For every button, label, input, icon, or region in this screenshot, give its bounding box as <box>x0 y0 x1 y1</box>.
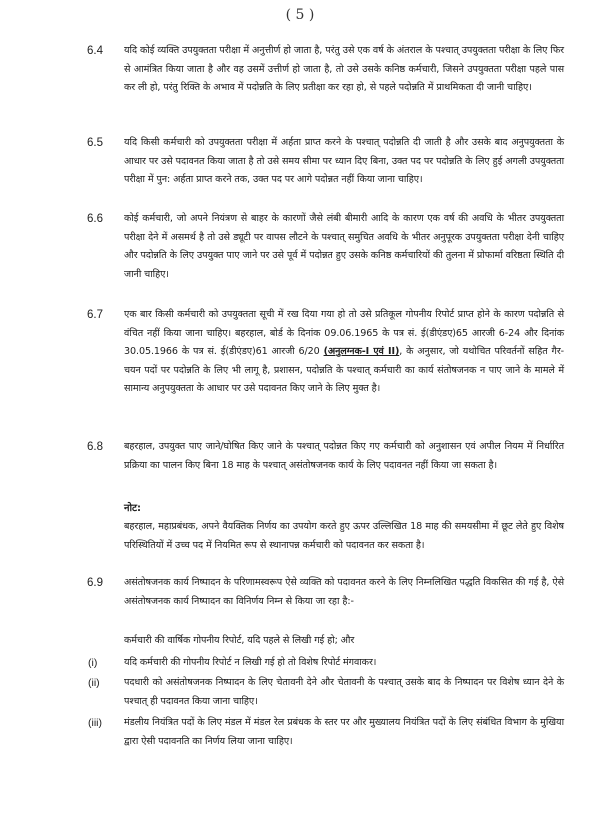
list-item-text: मंडलीय नियंत्रित पदों के लिए मंडल में मंडल रेल प्रबंधक के स्तर पर और मुख्यालय नियंत्रित पदों के लिए संबंधित विभाग के मुखिया द्वारा ऐसी पदावनति का निर्णय लिया जाना चाहिए। <box>124 717 564 747</box>
section-text-part: , के अनुसार, जो यथोचित परिवर्तनों सहित गैर-चयन पदों पर पदोन्नति के लिए भी लागू है, प्रशासन, पदोन्नति के पश्चात् कर्मचारी का कार्य संतोषजनक न पाए जाने के मामले में सामान्य अनुपयुक्तता के आधार पर उसे पदावनत किए जाने के लिए मुक्त है। <box>124 346 565 395</box>
annexure-reference: (अनुलग्नक-I एवं II) <box>323 346 400 358</box>
section-number: 6.9 <box>87 577 103 589</box>
list-intro: कर्मचारी की वार्षिक गोपनीय रिपोर्ट, यदि पहले से लिखी गई हो; और <box>124 635 355 646</box>
section-number: 6.6 <box>87 213 103 225</box>
list-item-number: (ii) <box>88 677 100 689</box>
section-text: बहरहाल, उपयुक्त पाए जाने/घोषित किए जाने के पश्चात् पदोन्नत किए गए कर्मचारी को अनुशासन एवं अपील नियम में निर्धारित प्रक्रिया का पालन किए बिना 18 माह के पश्चात् असंतोषजनक कार्य के लिए पदावनत नहीं किया जा सकता है। <box>124 441 564 471</box>
note-text: बहरहाल, महाप्रबंधक, अपने वैयक्तिक निर्णय का उपयोग करते हुए ऊपर उल्लिखित 18 माह की समयसीमा में छूट लेते हुए विशेष परिस्थितियों में उच्च पद में नियमित रूप से स्थानापन्न कर्मचारी को पदावनत कर सकता है। <box>124 521 564 551</box>
section-text: यदि कोई व्यक्ति उपयुक्तता परीक्षा में अनुत्तीर्ण हो जाता है, परंतु उसे एक वर्ष के अंतराल के पश्चात् उपयुक्तता परीक्षा के लिए फिर से आमंत्रित किया जाता है और वह उसमें उत्तीर्ण हो जाता है, तो उसे उसके कनिष्ठ कर्मचारी, जिसने उपयुक्तता परीक्षा पहले पास कर ली हो, परंतु रिक्ति के अभाव में पदोन्नति के लिए प्रतीक्षा कर रहा हो, से पहले पदोन्नति में प्राथमिकता दी जानी चाहिए। <box>124 45 564 94</box>
section-number: 6.5 <box>87 137 103 149</box>
section-number: 6.4 <box>87 45 103 57</box>
list-item-text: पदधारी को असंतोषजनक निष्पादन के लिए चेतावनी देने और चेतावनी के पश्चात् उसके बाद के निष्पादन पर विशेष ध्यान देने के पश्चात् ही पदावनत किया जाना चाहिए। <box>124 677 564 707</box>
list-item-number: (i) <box>88 657 98 669</box>
section-text: असंतोषजनक कार्य निष्पादन के परिणामस्वरूप ऐसे व्यक्ति को पदावनत करने के लिए निम्नलिखित पद्धति विकसित की गई है, ऐसे असंतोषजनक कार्य निष्पादन का विनिर्णय निम्न से किया जा रहा है:- <box>124 577 564 607</box>
section-number: 6.8 <box>87 441 103 453</box>
list-item-text: यदि कर्मचारी की गोपनीय रिपोर्ट न लिखी गई हो तो विशेष रिपोर्ट मंगवाकर। <box>124 657 377 668</box>
section-number: 6.7 <box>87 309 103 321</box>
section-text: यदि किसी कर्मचारी को उपयुक्तता परीक्षा में अर्हता प्राप्त करने के पश्चात् पदोन्नति दी जाती है और उसके बाद अनुपयुक्तता के आधार पर उसे पदावनत किया जाता है तो उसे समय सीमा पर ध्यान दिए बिना, उक्त पद पर पदोन्नति के लिए हुई अगली उपयुक्तता परीक्षा में पुन: अर्हता प्राप्त करने तक, उक्त पद पर आगे पदोन्नत नहीं किया जाना चाहिए। <box>124 137 564 186</box>
section-text: कोई कर्मचारी, जो अपने नियंत्रण से बाहर के कारणों जैसे लंबी बीमारी आदि के कारण एक वर्ष की अवधि के भीतर उपयुक्तता परीक्षा देने में असमर्थ है तो उसे ड्यूटी पर वापस लौटने के पश्चात् समुचित अवधि के भीतर अनुपूरक उपयुक्तता परीक्षा देनी चाहिए और पदोन्नति के लिए उपयुक्त पाए जाने पर उसे पूर्व में पदोन्नत हुए उसके कनिष्ठ कर्मचारियों की तुलना में प्रोफार्मा वरिष्ठता स्थिति दी जानी चाहिए। <box>124 213 564 280</box>
page-number: ( 5 ) <box>285 7 315 23</box>
section-text-part: एक बार किसी कर्मचारी को उपयुक्तता सूची में रख दिया गया हो तो उसे प्रतिकूल गोपनीय रिपोर्ट प्राप्त होने के कारण पदोन्नति से वंचित नहीं किया जाना चाहिए। बहरहाल, बोर्ड के दिनांक 09.06.1965 के पत्र सं. ई(डीएंडए)65 आरजी 6-24 और दिनांक 30.05.1966 के पत्र सं. ई(डीएंडए)61 आरजी 6/20 <box>124 309 564 358</box>
section-text <box>124 306 564 399</box>
note-title: नोट: <box>124 503 141 514</box>
list-item-number: (iii) <box>88 717 102 729</box>
